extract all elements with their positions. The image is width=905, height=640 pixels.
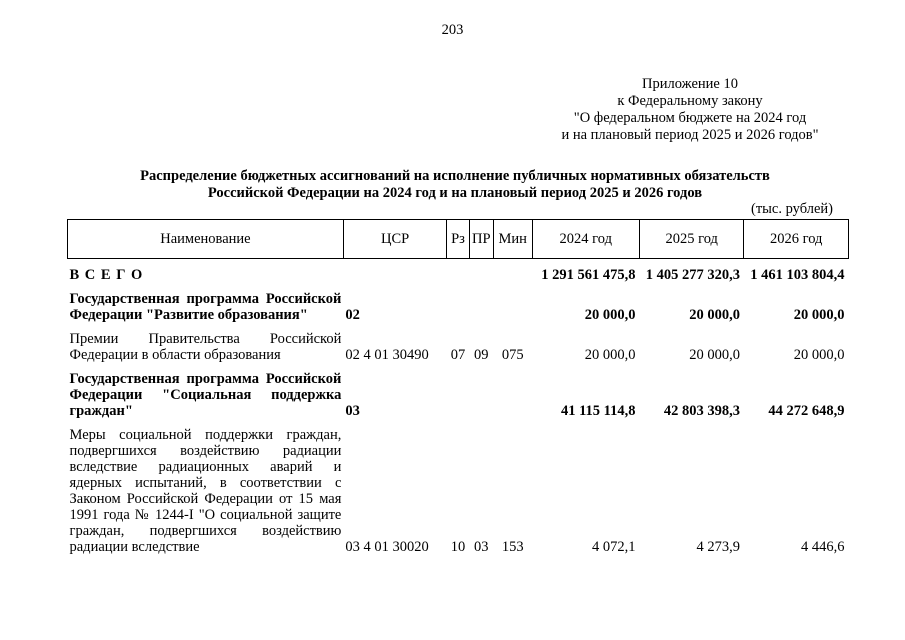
total-row: [68, 259, 849, 284]
row-2026: 20 000,0: [793, 347, 845, 363]
page-number: 203: [441, 22, 464, 38]
header-min: Мин: [493, 220, 532, 259]
row-2025: 42 803 398,3: [663, 403, 740, 419]
total-2024: 1 291 561 475,8: [541, 267, 636, 283]
row-2024: 20 000,0: [584, 347, 636, 363]
units-label: (тыс. рублей): [751, 201, 833, 217]
total-2026: 1 461 103 804,4: [750, 267, 845, 283]
row-min: [493, 371, 532, 419]
row-2025: 20 000,0: [689, 347, 740, 363]
header-name: Наименование: [68, 220, 344, 259]
table-row: [68, 291, 849, 323]
appendix-line: к Федеральному закону: [617, 93, 763, 109]
header-2026: 2026 год: [744, 220, 849, 259]
row-2024: 20 000,0: [584, 307, 636, 323]
row-name: Государственная программа Российской Федерации "Социальная поддержка граждан": [69, 371, 342, 419]
total-2025: 1 405 277 320,3: [645, 267, 740, 283]
header-2025: 2025 год: [640, 220, 744, 259]
row-csr: 03 4 01 30020: [345, 539, 429, 555]
table-header-row: [68, 220, 849, 259]
row-2024: 41 115 114,8: [560, 403, 636, 419]
row-2026: 20 000,0: [793, 307, 845, 323]
row-csr: 02 4 01 30490: [345, 347, 429, 363]
row-2024: 4 072,1: [592, 539, 636, 555]
row-pr: [469, 371, 493, 419]
row-2026: 44 272 648,9: [768, 403, 845, 419]
header-pr: ПР: [469, 220, 493, 259]
row-rz: [447, 371, 469, 419]
appendix-line: "О федеральном бюджете на 2024 год: [573, 110, 807, 126]
table-row: [68, 371, 849, 419]
row-min: 075: [501, 347, 524, 363]
row-csr: 03: [345, 403, 360, 419]
row-rz: [447, 291, 469, 323]
row-2026: 4 446,6: [801, 539, 845, 555]
row-name: Меры социальной поддержки граждан, подвергшихся воздействию радиации вследствие радиационных аварий и ядерных испытаний, в соответствии с Законом Российской Федерации от 15 мая 1991 года № 1244-I "О социальной защите граждан, подвергшихся воздействию радиации вследствие: [69, 427, 342, 555]
row-rz: 10: [450, 539, 466, 555]
appendix-line: Приложение 10: [642, 76, 738, 92]
row-csr: 02: [345, 307, 360, 323]
row-min: [493, 291, 532, 323]
header-csr: ЦСР: [343, 220, 446, 259]
row-name: Государственная программа Российской Федерации "Развитие образования": [69, 291, 342, 323]
row-min: 153: [501, 539, 524, 555]
row-2025: 4 273,9: [696, 539, 740, 555]
row-pr: 09: [474, 347, 489, 363]
header-2024: 2024 год: [532, 220, 640, 259]
table-row: [68, 331, 849, 363]
header-rz: Рз: [447, 220, 469, 259]
budget-table: [67, 219, 849, 555]
row-2025: 20 000,0: [689, 307, 740, 323]
table-row: [68, 427, 849, 555]
appendix-line: и на плановый период 2025 и 2026 годов": [561, 127, 819, 143]
row-rz: 07: [450, 347, 466, 363]
title-line: Российской Федерации на 2024 год и на плановый период 2025 и 2026 годов: [207, 185, 703, 201]
row-pr: [469, 291, 493, 323]
title-line: Распределение бюджетных ассигнований на исполнение публичных нормативных обязательств: [140, 168, 770, 184]
row-name: Премии Правительства Российской Федерации в области образования: [69, 331, 342, 363]
total-label: В С Е Г О: [69, 267, 144, 283]
row-pr: 03: [474, 539, 489, 555]
document-title: [60, 168, 850, 202]
appendix-reference: [520, 76, 860, 144]
